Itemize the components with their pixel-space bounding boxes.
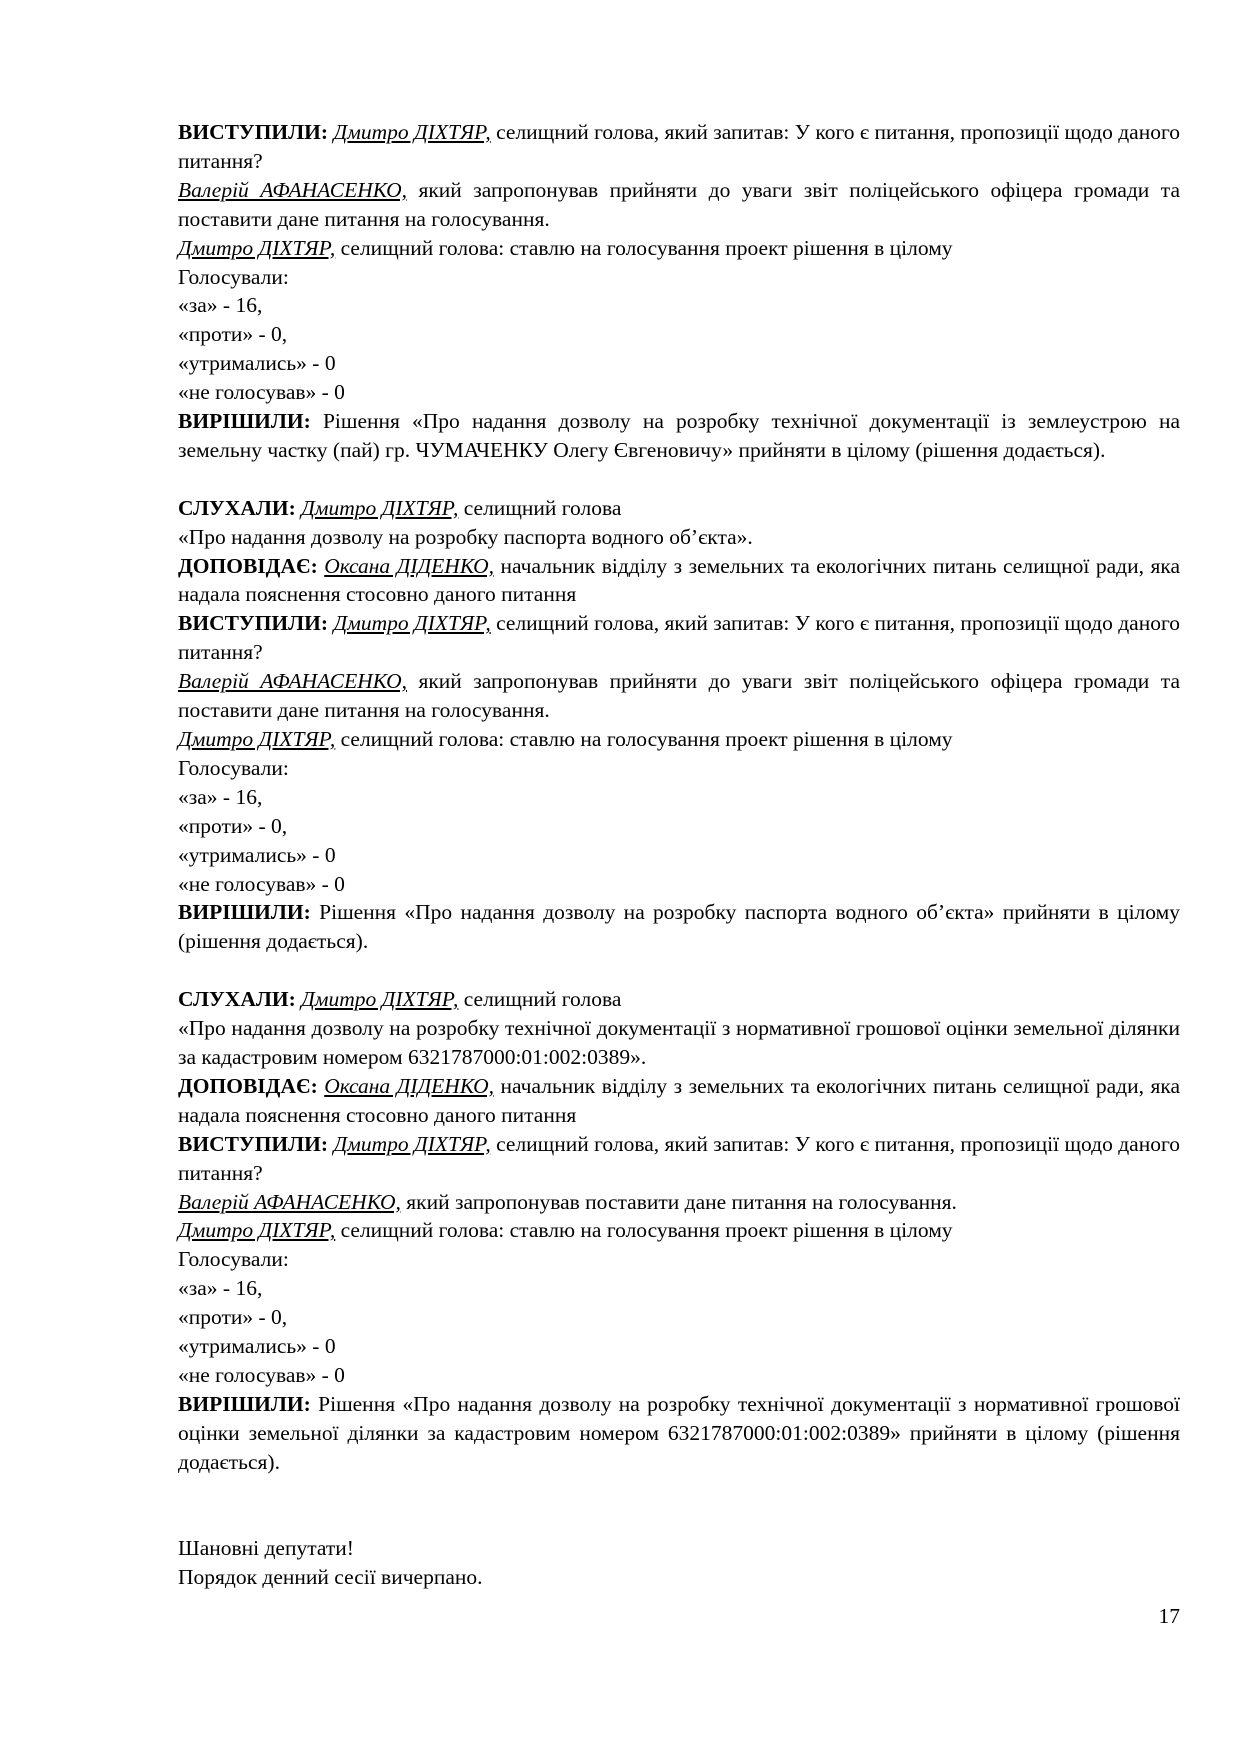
vote-not-voted: «не голосував» - 0: [178, 1362, 345, 1387]
speaker-name: Дмитро ДІХТЯР,: [333, 611, 491, 636]
section-spacer: [178, 465, 1180, 494]
section-spacer: [178, 956, 1180, 985]
closing-greeting: Шановні депутати!: [178, 1536, 354, 1561]
proposer-name: Валерій АФАНАСЕНКО,: [178, 669, 407, 694]
vote-title: Голосували:: [178, 1247, 289, 1272]
proposer-name: Валерій АФАНАСЕНКО,: [178, 1189, 401, 1214]
vote-for: «за» - 16,: [178, 293, 263, 318]
agenda-item-2: [178, 494, 1180, 957]
vote-for: «за» - 16,: [178, 1276, 263, 1301]
proposer-name: Валерій АФАНАСЕНКО,: [178, 177, 407, 202]
decision-paragraph: [178, 1390, 1180, 1477]
chair-name: Дмитро ДІХТЯР,: [178, 1218, 336, 1243]
reporter-name: Оксана ДІДЕНКО,: [324, 553, 494, 578]
speaker-text: селищний голова, який запитав: У кого є питання, пропозиції щодо даного питання?: [178, 1131, 1181, 1185]
chair-name: Дмитро ДІХТЯР,: [178, 235, 336, 260]
decision-text: Рішення «Про надання дозволу на розробку технічної документації із землеустрою на земельну частку (пай) гр. ЧУМАЧЕНКУ Олегу Євгеновичу» прийняти в цілому (рішення додається).: [178, 409, 1180, 462]
agenda-item-3: [178, 985, 1180, 1476]
speakers-paragraph: [178, 609, 1180, 667]
report-label: ДОПОВІДАЄ:: [178, 1073, 318, 1098]
agenda-item-1: [178, 118, 1180, 465]
protocol-body: [178, 118, 1180, 1592]
proposal-text: який запропонував прийняти до уваги звіт поліцейського офіцера громади та поставити дане питання на голосування.: [178, 177, 1180, 231]
reporter-name: Оксана ДІДЕНКО,: [324, 1073, 494, 1098]
proposal-paragraph: [178, 1188, 1180, 1217]
speaker-text: селищний голова, який запитав: У кого є питання, пропозиції щодо даного питання?: [178, 120, 1181, 173]
heard-paragraph: [178, 985, 1180, 1014]
speaker-name: Дмитро ДІХТЯР,: [333, 120, 491, 144]
heard-text: селищний голова: [458, 495, 622, 520]
decision-label: ВИРІШИЛИ:: [178, 1391, 311, 1416]
chair-text: селищний голова: ставлю на голосування проект рішення в цілому: [335, 1218, 953, 1243]
vote-title: Голосували:: [178, 264, 289, 289]
report-paragraph: [178, 1072, 1180, 1130]
proposal-text: який запропонував поставити дане питання на голосування.: [400, 1189, 957, 1214]
chair-text: селищний голова: ставлю на голосування проект рішення в цілому: [335, 727, 953, 752]
closing-spacer: [178, 1477, 1180, 1535]
closing-statement: Порядок денний сесії вичерпано.: [178, 1565, 483, 1590]
vote-against: «проти» - 0,: [178, 1305, 288, 1330]
decision-label: ВИРІШИЛИ:: [178, 900, 311, 925]
report-paragraph: [178, 552, 1180, 610]
decision-text: Рішення «Про надання дозволу на розробку паспорта водного об’єкта» прийняти в цілому (рішення додається).: [178, 900, 1180, 954]
vote-abstain: «утримались» - 0: [178, 351, 336, 376]
page-number: 17: [1158, 1604, 1180, 1628]
proposal-paragraph: [178, 667, 1180, 725]
vote-for: «за» - 16,: [178, 784, 263, 809]
vote-title: Голосували:: [178, 755, 289, 780]
topic-paragraph: «Про надання дозволу на розробку технічної документації з нормативної грошової оцінки земельної ділянки за кадастровим номером 6321787000:01:002:0389».: [178, 1016, 1180, 1069]
speakers-label: ВИСТУПИЛИ:: [178, 611, 329, 636]
vote-not-voted: «не голосував» - 0: [178, 380, 345, 405]
chair-text: селищний голова: ставлю на голосування проект рішення в цілому: [335, 235, 953, 260]
heard-paragraph: [178, 494, 1180, 523]
speakers-paragraph: [178, 118, 1180, 176]
heard-label: СЛУХАЛИ:: [178, 495, 296, 520]
heard-label: СЛУХАЛИ:: [178, 987, 296, 1012]
proposal-text: який запропонував прийняти до уваги звіт поліцейського офіцера громади та поставити дане питання на голосування.: [178, 669, 1180, 723]
vote-abstain: «утримались» - 0: [178, 1334, 336, 1359]
report-label: ДОПОВІДАЄ:: [178, 553, 318, 578]
speakers-paragraph: [178, 1130, 1180, 1188]
heard-text: селищний голова: [458, 987, 622, 1012]
closing-block: [178, 1534, 1180, 1592]
chair-paragraph: [178, 725, 1180, 754]
decision-paragraph: [178, 407, 1180, 465]
vote-abstain: «утримались» - 0: [178, 842, 336, 867]
heard-name: Дмитро ДІХТЯР,: [301, 495, 459, 520]
chair-paragraph: [178, 1216, 1180, 1245]
report-text: начальник відділу з земельних та екологічних питань селищної ради, яка надала пояснення стосовно даного питання: [178, 1073, 1181, 1127]
vote-not-voted: «не голосував» - 0: [178, 871, 345, 896]
speaker-name: Дмитро ДІХТЯР,: [333, 1131, 491, 1156]
topic-paragraph: «Про надання дозволу на розробку паспорта водного об’єкта».: [178, 524, 753, 549]
decision-paragraph: [178, 898, 1180, 956]
vote-against: «проти» - 0,: [178, 322, 288, 347]
decision-label: ВИРІШИЛИ:: [178, 409, 311, 434]
proposal-paragraph: [178, 176, 1180, 234]
report-text: начальник відділу з земельних та екологічних питань селищної ради, яка надала пояснення стосовно даного питання: [178, 553, 1181, 607]
chair-paragraph: [178, 234, 1180, 263]
speaker-text: селищний голова, який запитав: У кого є питання, пропозиції щодо даного питання?: [178, 611, 1181, 665]
decision-text: Рішення «Про надання дозволу на розробку технічної документації з нормативної грошової оцінки земельної ділянки за кадастровим номером 6321787000:01:002:0389» прийняти в цілому (рішення додається).: [178, 1391, 1180, 1474]
speakers-label: ВИСТУПИЛИ:: [178, 1131, 329, 1156]
speakers-label: ВИСТУПИЛИ:: [178, 120, 329, 144]
chair-name: Дмитро ДІХТЯР,: [178, 727, 336, 752]
heard-name: Дмитро ДІХТЯР,: [301, 987, 459, 1012]
vote-against: «проти» - 0,: [178, 813, 288, 838]
